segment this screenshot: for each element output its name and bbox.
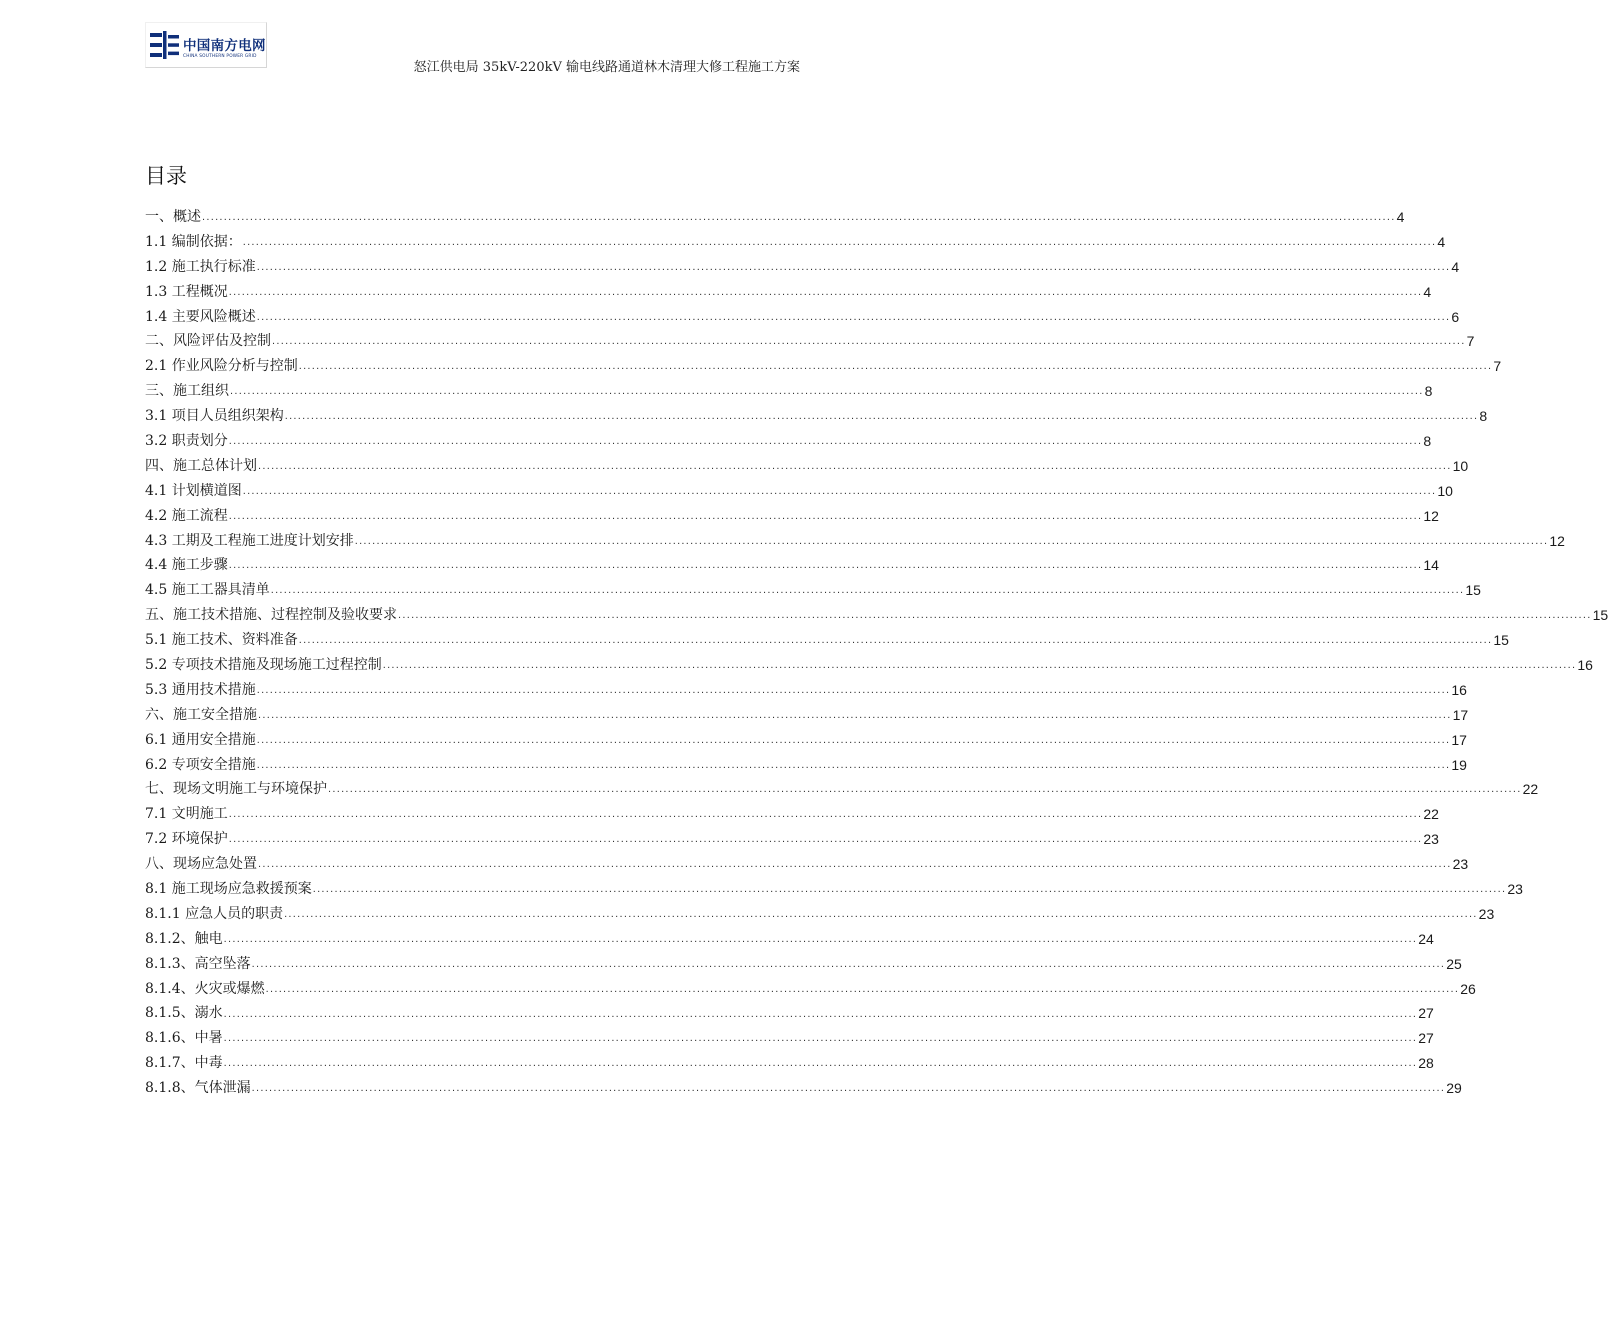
toc-dot-leader: .................................................................................................................................................................................................................................................................................. [284, 907, 1478, 920]
toc-entry[interactable] [145, 728, 1467, 753]
toc-entry[interactable] [145, 1076, 1462, 1101]
toc-entry-page-number: 7 [1466, 333, 1475, 350]
toc-entry-page-number: 15 [1465, 582, 1481, 599]
toc-dot-leader: .................................................................................................................................................................................................................................................................................. [228, 509, 1423, 522]
toc-dot-leader: .................................................................................................................................................................................................................................................................................. [223, 1032, 1418, 1045]
toc-entry-label: 三、施工组织 [145, 383, 229, 400]
toc-entry-page-number: 7 [1493, 358, 1502, 375]
toc-entry-page-number: 6 [1451, 308, 1460, 325]
toc-entry-label: 六、施工安全措施 [145, 706, 257, 723]
toc-entry-page-number: 25 [1446, 955, 1462, 972]
toc-entry[interactable] [145, 404, 1488, 429]
logo-name-en: CHINA SOUTHERN POWER GRID [183, 54, 257, 59]
toc-entry-label: 1.3 工程概况 [145, 283, 228, 300]
toc-entry-label: 1.2 施工执行标准 [145, 258, 256, 275]
toc-entry[interactable] [145, 1051, 1434, 1076]
toc-entry-page-number: 10 [1437, 482, 1453, 499]
toc-entry-page-number: 29 [1446, 1080, 1462, 1097]
toc-entry-page-number: 23 [1423, 831, 1439, 848]
toc-entry-page-number: 28 [1418, 1055, 1434, 1072]
toc-entry-page-number: 22 [1522, 781, 1539, 798]
toc-entry-page-number: 14 [1423, 557, 1439, 574]
toc-dot-leader: .................................................................................................................................................................................................................................................................................. [258, 858, 1452, 871]
toc-entry-label: 8.1 施工现场应急救援预案 [145, 881, 312, 898]
toc-dot-leader: .................................................................................................................................................................................................................................................................................. [258, 459, 1452, 472]
toc-entry[interactable] [145, 354, 1502, 379]
toc-entry[interactable] [145, 1026, 1434, 1051]
toc-entry[interactable] [145, 628, 1509, 653]
toc-entry-label: 6.1 通用安全措施 [145, 731, 256, 748]
toc-dot-leader: .................................................................................................................................................................................................................................................................................. [228, 559, 1423, 572]
toc-entry-label: 一、概述 [145, 208, 201, 225]
toc-entry-page-number: 26 [1460, 980, 1476, 997]
toc-entry-page-number: 4 [1423, 283, 1432, 300]
toc-entry-label: 8.1.3、高空坠落 [145, 955, 251, 972]
toc-entry-page-number: 15 [1493, 632, 1509, 649]
toc-entry[interactable] [145, 379, 1433, 404]
toc-entry-label: 8.1.7、中毒 [145, 1055, 223, 1072]
toc-entry-label: 4.2 施工流程 [145, 507, 228, 524]
toc-dot-leader: .................................................................................................................................................................................................................................................................................. [228, 285, 1423, 298]
toc-entry-label: 7.2 环境保护 [145, 831, 228, 848]
toc-dot-leader: .................................................................................................................................................................................................................................................................................. [223, 1007, 1418, 1020]
toc-entry-page-number: 4 [1396, 208, 1405, 225]
toc-entry-label: 1.4 主要风险概述 [145, 308, 256, 325]
toc-entry-label: 8.1.1 应急人员的职责 [145, 905, 284, 922]
toc-entry-label: 8.1.5、溺水 [145, 1005, 223, 1022]
toc-entry-label: 4.4 施工步骤 [145, 557, 228, 574]
toc-dot-leader: .................................................................................................................................................................................................................................................................................. [256, 733, 1451, 746]
toc-entry[interactable] [145, 280, 1432, 305]
toc-entry-label: 3.1 项目人员组织架构 [145, 408, 284, 425]
toc-entry-page-number: 19 [1451, 756, 1467, 773]
toc-dot-leader: .................................................................................................................................................................................................................................................................................. [230, 385, 1424, 398]
toc-entry[interactable] [145, 802, 1439, 827]
toc-dot-leader: .................................................................................................................................................................................................................................................................................. [312, 883, 1507, 896]
toc-entry-label: 5.1 施工技术、资料准备 [145, 632, 298, 649]
toc-entry-label: 8.1.6、中暑 [145, 1030, 223, 1047]
toc-entry-page-number: 23 [1478, 905, 1495, 922]
toc-entry[interactable] [145, 205, 1405, 230]
toc-entry-page-number: 17 [1452, 706, 1469, 723]
toc-entry-page-number: 12 [1423, 507, 1439, 524]
toc-entry-label: 八、现场应急处置 [145, 856, 257, 873]
toc-entry-label: 8.1.4、火灾或爆燃 [145, 980, 265, 997]
toc-entry-label: 6.2 专项安全措施 [145, 756, 256, 773]
toc-dot-leader: .................................................................................................................................................................................................................................................................................. [256, 310, 1451, 323]
toc-dot-leader: .................................................................................................................................................................................................................................................................................. [242, 484, 1437, 497]
toc-entry[interactable] [145, 678, 1467, 703]
toc-dot-leader: .................................................................................................................................................................................................................................................................................. [272, 335, 1466, 348]
toc-entry-page-number: 4 [1451, 258, 1460, 275]
toc-dot-leader: .................................................................................................................................................................................................................................................................................. [223, 932, 1418, 945]
toc-dot-leader: .................................................................................................................................................................................................................................................................................. [242, 235, 1437, 248]
toc-entry[interactable] [145, 329, 1475, 354]
toc-entry-label: 3.2 职责划分 [145, 433, 228, 449]
toc-entry[interactable] [145, 653, 1593, 678]
toc-entry-label: 7.1 文明施工 [145, 806, 228, 823]
toc-entry[interactable] [145, 877, 1523, 902]
toc-entry[interactable] [145, 230, 1446, 255]
logo-name-cn: 中国南方电网 [183, 38, 266, 54]
toc-entry[interactable] [145, 952, 1462, 977]
toc-entry-label: 2.1 作业风险分析与控制 [145, 358, 298, 375]
toc-heading: 目录 [145, 164, 187, 188]
toc-entry-page-number: 10 [1452, 457, 1469, 474]
toc-entry[interactable] [145, 504, 1439, 529]
toc-entry[interactable] [145, 902, 1495, 927]
toc-dot-leader: .................................................................................................................................................................................................................................................................................. [251, 957, 1446, 970]
toc-entry-page-number: 24 [1418, 930, 1434, 947]
toc-dot-leader: .................................................................................................................................................................................................................................................................................. [298, 360, 1493, 373]
toc-entry-page-number: 27 [1418, 1005, 1434, 1022]
toc-entry[interactable] [145, 255, 1460, 280]
toc-entry-page-number: 16 [1451, 681, 1467, 698]
toc-entry-page-number: 23 [1452, 856, 1469, 873]
toc-entry[interactable] [145, 753, 1467, 778]
toc-entry[interactable] [145, 529, 1565, 554]
document-header-title: 怒江供电局 35kV-220kV 输电线路通道林木清理大修工程施工方案 [413, 60, 800, 75]
toc-entry[interactable] [145, 429, 1432, 454]
toc-entry-label: 5.2 专项技术措施及现场施工过程控制 [145, 657, 382, 674]
toc-entry-page-number: 8 [1479, 408, 1488, 425]
toc-entry-page-number: 23 [1507, 881, 1523, 898]
toc-entry-label: 四、施工总体计划 [145, 457, 257, 474]
toc-dot-leader: .................................................................................................................................................................................................................................................................................. [382, 659, 1577, 672]
power-grid-emblem-icon [150, 31, 180, 59]
toc-entry-label: 二、风险评估及控制 [145, 333, 271, 350]
toc-dot-leader: .................................................................................................................................................................................................................................................................................. [256, 758, 1451, 771]
toc-entry-page-number: 4 [1437, 233, 1446, 250]
toc-dot-leader: .................................................................................................................................................................................................................................................................................. [228, 808, 1423, 821]
toc-entry[interactable] [145, 305, 1460, 330]
toc-entry-label: 4.3 工期及工程施工进度计划安排 [145, 532, 354, 549]
toc-entry-label: 五、施工技术措施、过程控制及验收要求 [145, 607, 397, 624]
toc-entry-page-number: 16 [1577, 657, 1593, 674]
toc-entry[interactable] [145, 977, 1476, 1002]
toc-entry[interactable] [145, 827, 1439, 852]
toc-entry[interactable] [145, 703, 1469, 728]
toc-entry-page-number: 8 [1423, 433, 1432, 449]
company-logo [145, 22, 267, 68]
toc-dot-leader: .................................................................................................................................................................................................................................................................................. [258, 708, 1452, 721]
toc-entry-label: 4.1 计划横道图 [145, 482, 242, 499]
toc-entry-label: 8.1.8、气体泄漏 [145, 1080, 251, 1097]
toc-entry[interactable] [145, 777, 1539, 802]
toc-entry-page-number: 8 [1424, 383, 1433, 400]
toc-entry-page-number: 17 [1451, 731, 1467, 748]
toc-dot-leader: .................................................................................................................................................................................................................................................................................. [228, 435, 1423, 448]
toc-dot-leader: .................................................................................................................................................................................................................................................................................. [265, 982, 1460, 995]
toc-entry[interactable] [145, 553, 1439, 578]
toc-entry[interactable] [145, 927, 1434, 952]
toc-entry-label: 1.1 编制依据： [145, 233, 242, 250]
toc-entry-page-number: 15 [1592, 607, 1608, 624]
toc-dot-leader: .................................................................................................................................................................................................................................................................................. [298, 634, 1493, 647]
toc-dot-leader: .................................................................................................................................................................................................................................................................................. [256, 260, 1451, 273]
toc-entry-label: 5.3 通用技术措施 [145, 681, 256, 698]
toc-entry[interactable] [145, 1002, 1434, 1027]
toc-dot-leader: .................................................................................................................................................................................................................................................................................. [270, 584, 1465, 597]
toc-entry[interactable] [145, 852, 1469, 877]
toc-entry[interactable] [145, 603, 1608, 628]
toc-dot-leader: .................................................................................................................................................................................................................................................................................. [202, 211, 1396, 223]
toc-entry-label: 4.5 施工工器具清单 [145, 582, 270, 599]
toc-entry-label: 七、现场文明施工与环境保护 [145, 781, 327, 798]
toc-entry-label: 8.1.2、触电 [145, 930, 223, 947]
toc-dot-leader: .................................................................................................................................................................................................................................................................................. [251, 1082, 1446, 1095]
table-of-contents [145, 205, 1608, 1101]
toc-entry[interactable] [145, 454, 1469, 479]
toc-entry-page-number: 22 [1423, 806, 1439, 823]
toc-entry[interactable] [145, 479, 1453, 504]
toc-dot-leader: .................................................................................................................................................................................................................................................................................. [284, 410, 1479, 423]
toc-dot-leader: .................................................................................................................................................................................................................................................................................. [328, 783, 1522, 796]
toc-entry-page-number: 12 [1549, 532, 1565, 549]
toc-dot-leader: .................................................................................................................................................................................................................................................................................. [228, 833, 1423, 846]
toc-dot-leader: .................................................................................................................................................................................................................................................................................. [256, 683, 1451, 696]
toc-entry[interactable] [145, 578, 1481, 603]
toc-dot-leader: .................................................................................................................................................................................................................................................................................. [223, 1057, 1418, 1070]
toc-dot-leader: .................................................................................................................................................................................................................................................................................. [398, 609, 1592, 622]
toc-dot-leader: .................................................................................................................................................................................................................................................................................. [354, 534, 1549, 547]
toc-entry-page-number: 27 [1418, 1030, 1434, 1047]
